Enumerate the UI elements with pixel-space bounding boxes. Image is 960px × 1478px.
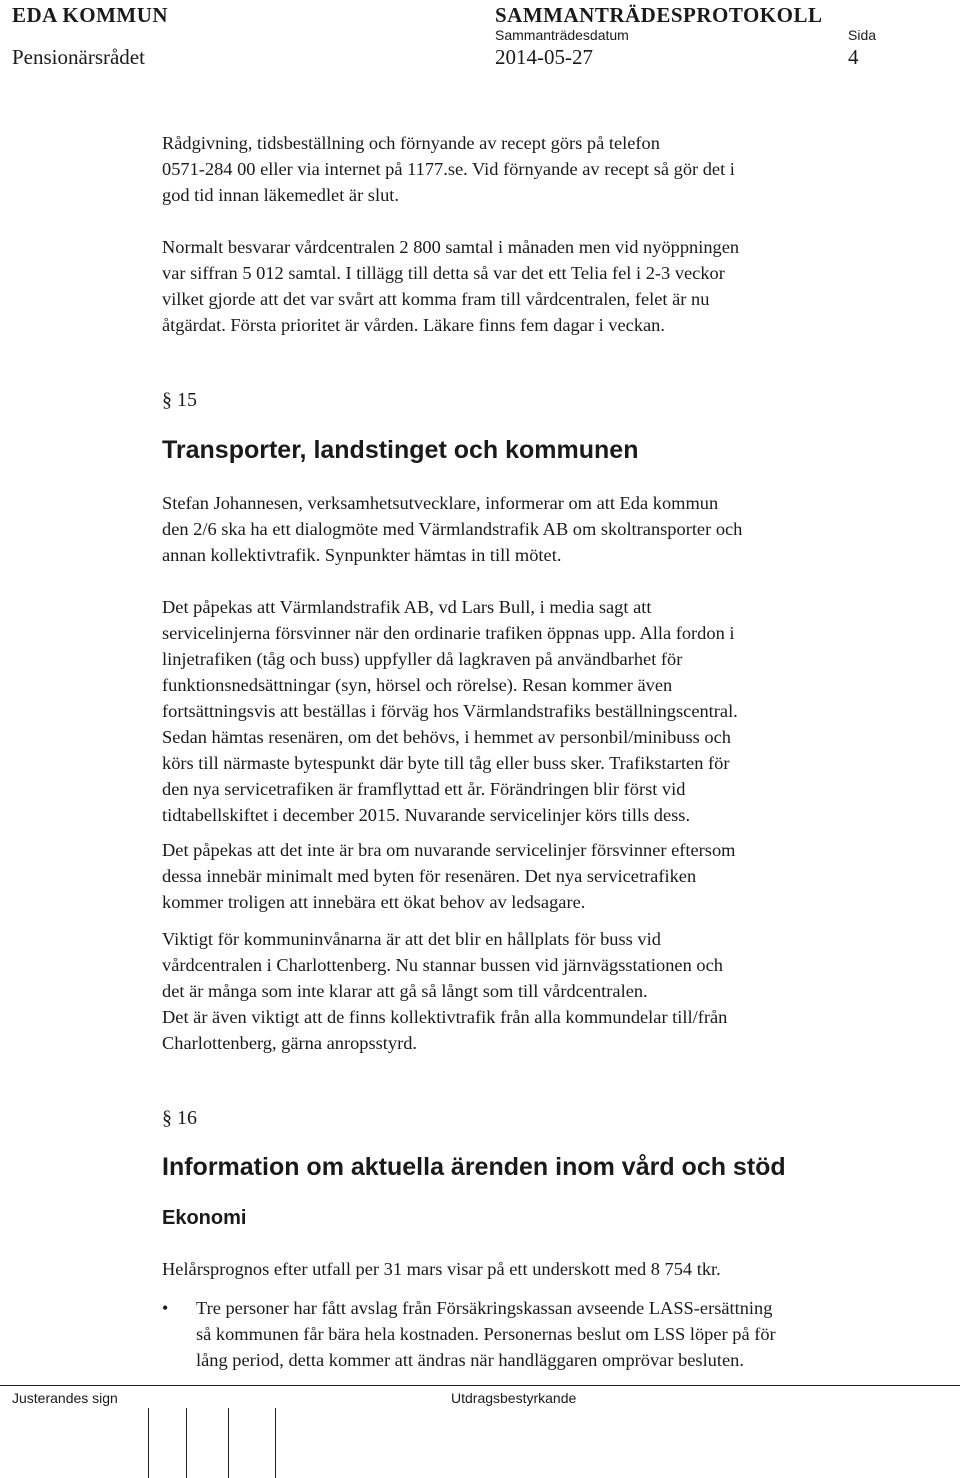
text-line: Sedan hämtas resenären, om det behövs, i hemmet av personbil/minibuss och	[162, 727, 731, 747]
section-16-number: § 16	[162, 1107, 197, 1129]
text-line: god tid innan läkemedlet är slut.	[162, 185, 399, 205]
signature-box-divider	[275, 1408, 276, 1478]
text-line: annan kollektivtrafik. Synpunkter hämtas in till mötet.	[162, 545, 562, 565]
signature-label: Justerandes sign	[12, 1390, 118, 1406]
section-15-paragraph-1	[162, 490, 882, 568]
text-line: var siffran 5 012 samtal. I tillägg till detta så var det ett Telia fel i 2-3 veckor	[162, 263, 725, 283]
section-15-paragraph-4	[162, 926, 882, 1056]
section-15-paragraph-2	[162, 594, 882, 828]
intro-paragraph-2	[162, 234, 882, 338]
text-line: tidtabellskiftet i december 2015. Nuvarande servicelinjer körs tills dess.	[162, 805, 691, 825]
meeting-date: 2014-05-27	[495, 45, 593, 69]
certification-label: Utdragsbestyrkande	[451, 1390, 577, 1406]
text-line: dessa innebär minimalt med byten för resenären. Det nya servicetrafiken	[162, 866, 697, 886]
section-15-title: Transporter, landstinget och kommunen	[162, 436, 639, 464]
text-line: servicelinjerna försvinner när den ordinarie trafiken öppnas upp. Alla fordon i	[162, 623, 735, 643]
footer-divider	[0, 1385, 960, 1386]
organization-name: EDA KOMMUN	[12, 3, 169, 27]
signature-box-divider	[228, 1408, 229, 1478]
text-line: Helårsprognos efter utfall per 31 mars visar på ett underskott med 8 754 tkr.	[162, 1259, 721, 1279]
section-16-bullet-list	[162, 1295, 882, 1373]
text-line: kommer troligen att innebära ett ökat behov av ledsagare.	[162, 892, 586, 912]
section-15-number: § 15	[162, 389, 197, 411]
text-line: vårdcentralen i Charlottenberg. Nu stannar bussen vid järnvägsstationen och	[162, 955, 723, 975]
text-line: Rådgivning, tidsbeställning och förnyande av recept görs på telefon	[162, 133, 660, 153]
text-line: 0571-284 00 eller via internet på 1177.se. Vid förnyande av recept så gör det i	[162, 159, 735, 179]
date-label: Sammanträdesdatum	[495, 27, 629, 43]
section-15-paragraph-3	[162, 837, 882, 915]
list-item	[162, 1295, 882, 1373]
text-line: Stefan Johannesen, verksamhetsutvecklare, informerar om att Eda kommun	[162, 493, 719, 513]
section-16-subheading: Ekonomi	[162, 1207, 247, 1229]
text-line: Det påpekas att Värmlandstrafik AB, vd Lars Bull, i media sagt att	[162, 597, 652, 617]
section-16-title: Information om aktuella ärenden inom vård och stöd	[162, 1153, 786, 1181]
text-line: Det är även viktigt att de finns kollektivtrafik från alla kommundelar till/från	[162, 1007, 728, 1027]
section-16-paragraph-1	[162, 1256, 882, 1282]
text-line: lång period, detta kommer att ändras när handläggaren omprövar besluten.	[196, 1350, 744, 1370]
text-line: Tre personer har fått avslag från Försäkringskassan avseende LASS-ersättning	[196, 1298, 773, 1318]
text-line: Normalt besvarar vårdcentralen 2 800 samtal i månaden men vid nyöppningen	[162, 237, 740, 257]
body-name: Pensionärsrådet	[12, 45, 145, 69]
text-line: fortsättningsvis att beställas i förväg hos Värmlandstrafiks beställningscentral.	[162, 701, 738, 721]
text-line: den 2/6 ska ha ett dialogmöte med Värmlandstrafik AB om skoltransporter och	[162, 519, 743, 539]
text-line: Charlottenberg, gärna anropsstyrd.	[162, 1033, 418, 1053]
text-line: åtgärdat. Första prioritet är vården. Läkare finns fem dagar i veckan.	[162, 315, 665, 335]
signature-box-divider	[148, 1408, 149, 1478]
page-label: Sida	[848, 27, 877, 43]
text-line: så kommunen får bära hela kostnaden. Personernas beslut om LSS löper på för	[196, 1324, 776, 1344]
bullet-icon: •	[162, 1298, 169, 1318]
text-line: funktionsnedsättningar (syn, hörsel och rörelse). Resan kommer även	[162, 675, 673, 695]
text-line: Det påpekas att det inte är bra om nuvarande servicelinjer försvinner eftersom	[162, 840, 736, 860]
text-line: vilket gjorde att det var svårt att komma fram till vårdcentralen, felet är nu	[162, 289, 710, 309]
text-line: körs till närmaste bytespunkt där byte till tåg eller buss sker. Trafikstarten för	[162, 753, 730, 773]
document-type: SAMMANTRÄDESPROTOKOLL	[495, 3, 823, 27]
signature-box-divider	[186, 1408, 187, 1478]
text-line: det är många som inte klarar att gå så långt som till vårdcentralen.	[162, 981, 648, 1001]
intro-paragraph-1	[162, 130, 882, 208]
text-line: linjetrafiken (tåg och buss) uppfyller då lagkraven på användbarhet för	[162, 649, 683, 669]
text-line: den nya servicetrafiken är framflyttad ett år. Förändringen blir först vid	[162, 779, 686, 799]
page-number: 4	[848, 45, 859, 69]
text-line: Viktigt för kommuninvånarna är att det blir en hållplats för buss vid	[162, 929, 661, 949]
